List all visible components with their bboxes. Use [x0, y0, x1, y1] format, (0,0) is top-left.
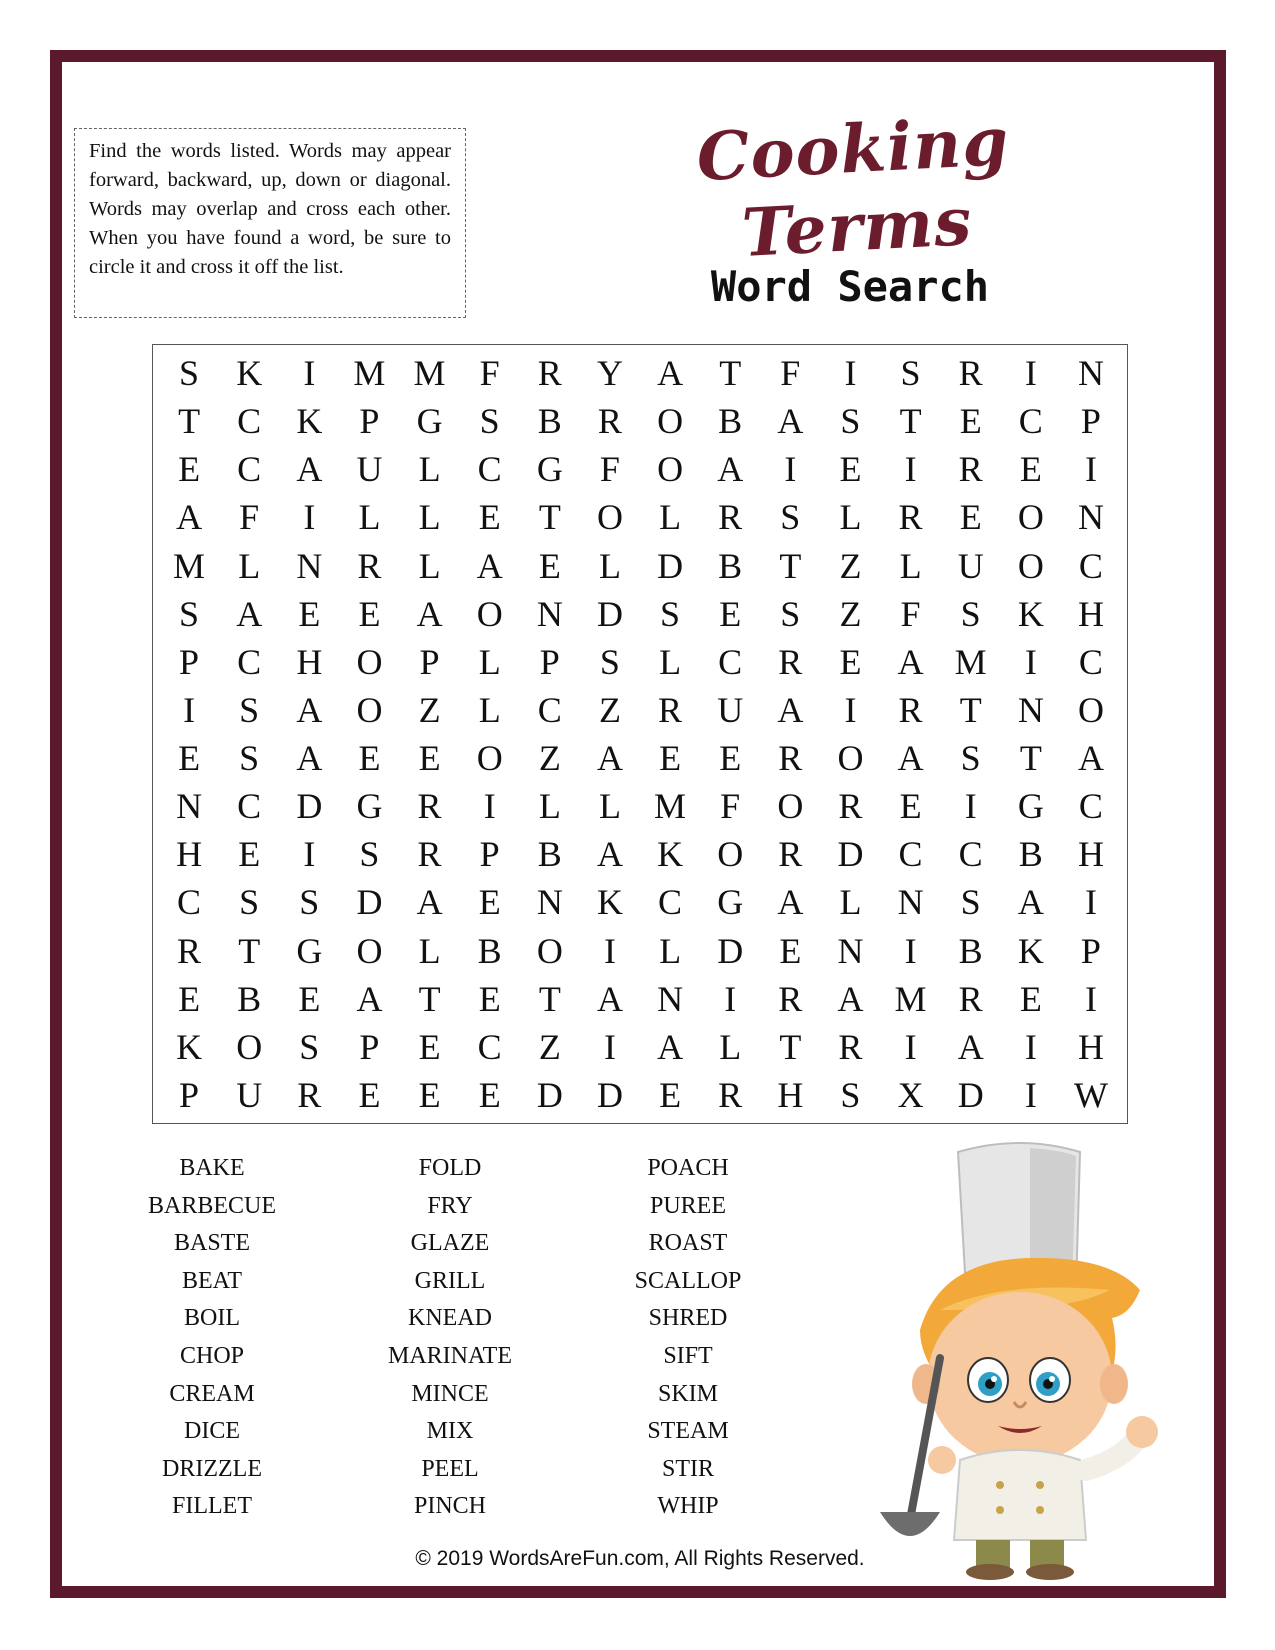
grid-letter: C: [237, 449, 262, 490]
grid-letter: P: [359, 401, 380, 442]
grid-letter: D: [536, 1074, 563, 1115]
grid-letter: L: [839, 497, 862, 538]
grid-letter: C: [237, 641, 262, 682]
grid-letter: S: [660, 593, 681, 634]
grid-letter: O: [356, 930, 383, 971]
grid-letter: E: [178, 738, 201, 779]
grid-letter: A: [777, 882, 804, 923]
grid-letter: A: [236, 593, 263, 634]
grid-letter: D: [596, 1074, 623, 1115]
grid-letter: O: [1017, 545, 1044, 586]
grid-letter: U: [957, 545, 984, 586]
grid-letter: O: [657, 401, 684, 442]
grid-letter: C: [718, 641, 743, 682]
grid-letter: F: [720, 786, 741, 827]
grid-letter: R: [778, 978, 803, 1019]
word-list-item: FOLD: [418, 1155, 482, 1181]
grid-letter: F: [780, 353, 801, 394]
grid-letter: U: [236, 1074, 263, 1115]
grid-letter: I: [603, 1026, 616, 1067]
grid-letter: N: [1017, 689, 1044, 730]
grid-letter: T: [418, 978, 441, 1019]
grid-letter: C: [658, 882, 683, 923]
grid-letter: S: [299, 1026, 320, 1067]
grid-letter: L: [418, 545, 441, 586]
grid-letter: B: [1018, 834, 1043, 875]
word-list-item: BASTE: [173, 1230, 250, 1257]
grid-letter: L: [899, 545, 922, 586]
grid-letter: E: [298, 593, 321, 634]
grid-letter: T: [959, 689, 982, 730]
grid-letter: N: [176, 786, 203, 827]
grid-letter: C: [1078, 545, 1103, 586]
grid-letter: O: [236, 1026, 263, 1067]
grid-letter: N: [657, 978, 684, 1019]
grid-letter: R: [417, 786, 442, 827]
grid-letter: U: [356, 449, 383, 490]
grid-letter: T: [899, 401, 922, 442]
grid-letter: D: [356, 882, 383, 923]
grid-letter: A: [777, 689, 804, 730]
word-list-item: MINCE: [411, 1380, 489, 1407]
grid-letter: E: [899, 786, 922, 827]
page-subtitle: Word Search: [710, 262, 990, 311]
grid-letter: R: [838, 1026, 863, 1067]
grid-letter: S: [479, 401, 500, 442]
grid-letter: E: [659, 738, 682, 779]
grid-letter: Y: [596, 353, 623, 394]
grid-letter: I: [183, 689, 196, 730]
word-list-item: BEAT: [182, 1267, 242, 1294]
grid-letter: I: [303, 353, 316, 394]
grid-letter: P: [179, 1074, 200, 1115]
word-list-item: PINCH: [413, 1493, 486, 1520]
grid-letter: R: [718, 1074, 743, 1115]
grid-letter: N: [1077, 497, 1104, 538]
grid-letter: E: [478, 978, 501, 1019]
grid-letter: K: [176, 1026, 203, 1067]
grid-letter: B: [718, 545, 743, 586]
grid-letter: K: [1017, 593, 1044, 634]
grid-letter: E: [238, 834, 261, 875]
grid-letter: L: [719, 1026, 742, 1067]
grid-letter: E: [478, 497, 501, 538]
grid-letter: L: [659, 641, 682, 682]
grid-letter: N: [296, 545, 323, 586]
grid-letter: P: [179, 641, 200, 682]
grid-letter: E: [659, 1074, 682, 1115]
grid-letter: G: [416, 401, 443, 442]
grid-letter: I: [303, 834, 316, 875]
grid-letter: S: [840, 1074, 861, 1115]
grid-letter: O: [356, 689, 383, 730]
grid-letter: C: [1078, 641, 1103, 682]
grid-letter: O: [657, 449, 684, 490]
grid-letter: C: [237, 786, 262, 827]
grid-letter: I: [904, 930, 917, 971]
grid-letter: I: [303, 497, 316, 538]
grid-letter: F: [599, 449, 620, 490]
grid-letter: L: [538, 786, 561, 827]
grid-letter: K: [296, 401, 323, 442]
grid-letter: A: [957, 1026, 984, 1067]
grid-letter: S: [299, 882, 320, 923]
grid-letter: R: [417, 834, 442, 875]
grid-letter: L: [659, 497, 682, 538]
grid-letter: G: [1017, 786, 1044, 827]
grid-letter: L: [418, 497, 441, 538]
grid-letter: O: [777, 786, 804, 827]
word-list-item: ROAST: [648, 1230, 728, 1257]
grid-letter: K: [657, 834, 684, 875]
grid-letter: L: [478, 641, 501, 682]
word-list-item: DICE: [184, 1418, 240, 1445]
grid-letter: H: [176, 834, 203, 875]
grid-letter: Z: [598, 689, 621, 730]
grid-letter: K: [236, 353, 263, 394]
grid-letter: F: [479, 353, 500, 394]
grid-letter: S: [179, 353, 200, 394]
grid-letter: K: [1017, 930, 1044, 971]
grid-letter: M: [353, 353, 386, 394]
grid-letter: R: [597, 401, 622, 442]
grid-letter: L: [478, 689, 501, 730]
grid-letter: E: [298, 978, 321, 1019]
grid-letter: E: [418, 738, 441, 779]
grid-letter: P: [359, 1026, 380, 1067]
grid-letter: I: [1084, 978, 1097, 1019]
grid-letter: I: [1024, 1074, 1037, 1115]
grid-letter: S: [960, 882, 981, 923]
grid-letter: C: [898, 834, 923, 875]
grid-letter: A: [657, 353, 684, 394]
grid-letter: E: [358, 738, 381, 779]
grid-letter: I: [844, 689, 857, 730]
word-list-item: SKIM: [657, 1380, 718, 1407]
grid-letter: S: [179, 593, 200, 634]
grid-letter: E: [719, 593, 742, 634]
grid-letter: E: [959, 401, 982, 442]
grid-letter: C: [177, 882, 202, 923]
word-list-item: POACH: [647, 1155, 729, 1181]
grid-letter: C: [477, 449, 502, 490]
grid-letter: E: [358, 1074, 381, 1115]
grid-letter: F: [239, 497, 260, 538]
grid-letter: D: [717, 930, 744, 971]
grid-letter: O: [356, 641, 383, 682]
grid-letter: B: [477, 930, 502, 971]
grid-letter: I: [784, 449, 797, 490]
grid-letter: R: [177, 930, 202, 971]
grid-letter: A: [356, 978, 383, 1019]
grid-letter: E: [358, 593, 381, 634]
grid-letter: E: [959, 497, 982, 538]
grid-letter: E: [178, 449, 201, 490]
grid-letter: S: [900, 353, 921, 394]
grid-letter: B: [237, 978, 262, 1019]
grid-letter: E: [418, 1026, 441, 1067]
chef-boy-illustration: [880, 1140, 1170, 1580]
grid-letter: P: [539, 641, 560, 682]
grid-letter: I: [1084, 882, 1097, 923]
grid-letter: A: [777, 401, 804, 442]
word-list-item: BAKE: [179, 1155, 245, 1181]
grid-letter: B: [537, 401, 562, 442]
grid-letter: M: [173, 545, 206, 586]
grid-letter: C: [1018, 401, 1043, 442]
grid-letter: I: [603, 930, 616, 971]
grid-letter: S: [239, 689, 260, 730]
grid-letter: G: [717, 882, 744, 923]
grid-letter: T: [779, 1026, 802, 1067]
grid-letter: A: [296, 689, 323, 730]
grid-letter: F: [900, 593, 921, 634]
grid-letter: Z: [418, 689, 441, 730]
grid-letter: R: [898, 497, 923, 538]
grid-letter: E: [779, 930, 802, 971]
grid-letter: T: [1019, 738, 1042, 779]
grid-letter: E: [719, 738, 742, 779]
copyright-notice: © 2019 WordsAreFun.com, All Rights Reserved.: [415, 1547, 865, 1570]
grid-letter: L: [839, 882, 862, 923]
grid-letter: L: [238, 545, 261, 586]
grid-letter: B: [537, 834, 562, 875]
grid-letter: R: [838, 786, 863, 827]
grid-letter: N: [536, 593, 563, 634]
word-list-item: PUREE: [649, 1192, 726, 1219]
grid-letter: R: [958, 978, 983, 1019]
grid-letter: R: [898, 689, 923, 730]
grid-letter: T: [178, 401, 201, 442]
grid-letter: S: [960, 738, 981, 779]
grid-letter: O: [536, 930, 563, 971]
grid-letter: R: [778, 738, 803, 779]
grid-letter: A: [1017, 882, 1044, 923]
grid-letter: I: [1024, 1026, 1037, 1067]
word-list-item: STEAM: [647, 1418, 729, 1445]
grid-letter: R: [778, 641, 803, 682]
grid-letter: N: [897, 882, 924, 923]
grid-letter: N: [837, 930, 864, 971]
grid-letter: E: [478, 882, 501, 923]
grid-letter: I: [964, 786, 977, 827]
grid-letter: E: [1019, 449, 1042, 490]
grid-letter: A: [1077, 738, 1104, 779]
grid-letter: T: [238, 930, 261, 971]
word-list-item: PEEL: [421, 1455, 479, 1482]
grid-letter: W: [1073, 1074, 1108, 1115]
word-list-item: BARBECUE: [147, 1192, 276, 1219]
grid-letter: E: [478, 1074, 501, 1115]
grid-letter: A: [416, 882, 443, 923]
grid-letter: L: [418, 449, 441, 490]
grid-letter: I: [1024, 353, 1037, 394]
grid-letter: L: [659, 930, 682, 971]
grid-letter: E: [839, 449, 862, 490]
grid-letter: R: [658, 689, 683, 730]
grid-letter: O: [476, 593, 503, 634]
grid-letter: A: [176, 497, 203, 538]
grid-letter: R: [958, 449, 983, 490]
grid-letter: A: [416, 593, 443, 634]
grid-letter: P: [419, 641, 440, 682]
grid-letter: T: [719, 353, 742, 394]
grid-letter: L: [598, 545, 621, 586]
grid-letter: O: [476, 738, 503, 779]
grid-letter: O: [1017, 497, 1044, 538]
grid-letter: A: [837, 978, 864, 1019]
grid-letter: I: [1024, 641, 1037, 682]
grid-letter: I: [1084, 449, 1097, 490]
grid-letter: A: [897, 641, 924, 682]
word-list-item: SHRED: [648, 1305, 728, 1332]
word-list-item: KNEAD: [408, 1305, 492, 1332]
grid-letter: S: [780, 593, 801, 634]
grid-letter: D: [957, 1074, 984, 1115]
grid-letter: U: [717, 689, 744, 730]
word-list-item: CHOP: [179, 1342, 245, 1369]
word-list-item: BOIL: [184, 1305, 240, 1332]
grid-letter: C: [958, 834, 983, 875]
grid-letter: B: [718, 401, 743, 442]
grid-letter: S: [960, 593, 981, 634]
grid-letter: E: [178, 978, 201, 1019]
grid-letter: K: [596, 882, 623, 923]
grid-letter: E: [1019, 978, 1042, 1019]
grid-letter: D: [837, 834, 864, 875]
grid-letter: D: [296, 786, 323, 827]
grid-letter: A: [596, 978, 623, 1019]
grid-letter: X: [897, 1074, 924, 1115]
grid-letter: S: [780, 497, 801, 538]
grid-letter: M: [894, 978, 927, 1019]
word-list-item: CREAM: [169, 1380, 255, 1407]
grid-letter: G: [536, 449, 563, 490]
word-list-item: DRIZZLE: [162, 1455, 262, 1482]
grid-letter: I: [844, 353, 857, 394]
grid-letter: S: [840, 401, 861, 442]
word-list-column-2: [340, 1150, 560, 1526]
grid-letter: I: [904, 1026, 917, 1067]
grid-letter: T: [538, 497, 561, 538]
grid-letter: R: [718, 497, 743, 538]
grid-letter: C: [237, 401, 262, 442]
grid-letter: L: [358, 497, 381, 538]
grid-letter: D: [657, 545, 684, 586]
grid-letter: R: [297, 1074, 322, 1115]
grid-letter: N: [536, 882, 563, 923]
grid-letter: M: [654, 786, 687, 827]
grid-letter: T: [779, 545, 802, 586]
grid-letter: H: [1077, 593, 1104, 634]
grid-letter: S: [239, 738, 260, 779]
grid-letter: R: [958, 353, 983, 394]
grid-letter: C: [477, 1026, 502, 1067]
grid-letter: I: [724, 978, 737, 1019]
grid-letter: L: [598, 786, 621, 827]
word-list-item: SIFT: [663, 1342, 713, 1369]
grid-letter: Z: [839, 593, 862, 634]
grid-letter: A: [296, 449, 323, 490]
grid-letter: H: [296, 641, 323, 682]
grid-letter: H: [1077, 834, 1104, 875]
word-list-item: SCALLOP: [634, 1267, 742, 1294]
grid-letter: T: [538, 978, 561, 1019]
grid-letter: H: [777, 1074, 804, 1115]
grid-letter: L: [418, 930, 441, 971]
grid-letter: N: [1077, 353, 1104, 394]
letter-grid: [152, 344, 1128, 1124]
grid-letter: O: [596, 497, 623, 538]
grid-letter: A: [897, 738, 924, 779]
grid-letter: P: [1080, 401, 1101, 442]
grid-letter: I: [483, 786, 496, 827]
word-list-item: GRILL: [414, 1267, 486, 1294]
grid-letter: D: [596, 593, 623, 634]
grid-letter: C: [1078, 786, 1103, 827]
grid-letter: E: [538, 545, 561, 586]
grid-letter: A: [596, 738, 623, 779]
word-list-item: MARINATE: [388, 1342, 512, 1369]
grid-letter: E: [418, 1074, 441, 1115]
grid-letter: R: [357, 545, 382, 586]
word-list-column-1: [102, 1150, 322, 1526]
grid-letter: A: [476, 545, 503, 586]
grid-letter: G: [356, 786, 383, 827]
grid-letter: O: [717, 834, 744, 875]
grid-letter: M: [954, 641, 987, 682]
word-list-item: STIR: [661, 1455, 714, 1482]
grid-letter: I: [904, 449, 917, 490]
grid-letter: O: [837, 738, 864, 779]
word-list-item: GLAZE: [410, 1230, 490, 1257]
grid-letter: A: [717, 449, 744, 490]
grid-letter: R: [537, 353, 562, 394]
grid-letter: M: [413, 353, 446, 394]
grid-letter: G: [296, 930, 323, 971]
page-title: Cooking Terms: [694, 101, 1012, 272]
grid-letter: A: [296, 738, 323, 779]
grid-letter: A: [657, 1026, 684, 1067]
grid-letter: O: [1077, 689, 1104, 730]
word-list-item: FILLET: [172, 1493, 252, 1520]
grid-letter: R: [778, 834, 803, 875]
word-list-item: MIX: [426, 1418, 474, 1445]
grid-letter: P: [479, 834, 500, 875]
grid-letter: C: [537, 689, 562, 730]
grid-letter: P: [1080, 930, 1101, 971]
grid-letter: Z: [538, 1026, 561, 1067]
grid-letter: Z: [839, 545, 862, 586]
grid-letter: S: [359, 834, 380, 875]
grid-letter: S: [239, 882, 260, 923]
grid-letter: E: [839, 641, 862, 682]
grid-letter: H: [1077, 1026, 1104, 1067]
grid-letter: A: [596, 834, 623, 875]
grid-letter: S: [599, 641, 620, 682]
grid-letter: Z: [538, 738, 561, 779]
word-list-column-3: [578, 1150, 798, 1526]
word-list-item: WHIP: [657, 1493, 719, 1520]
word-list-item: FRY: [427, 1192, 473, 1219]
instructions-box: Find the words listed. Words may appear forward, backward, up, down or diagonal. Words may overlap and cross each other. When you have found a word, be sure to circle it and cross it off the list.: [74, 128, 466, 318]
grid-letter: B: [958, 930, 983, 971]
